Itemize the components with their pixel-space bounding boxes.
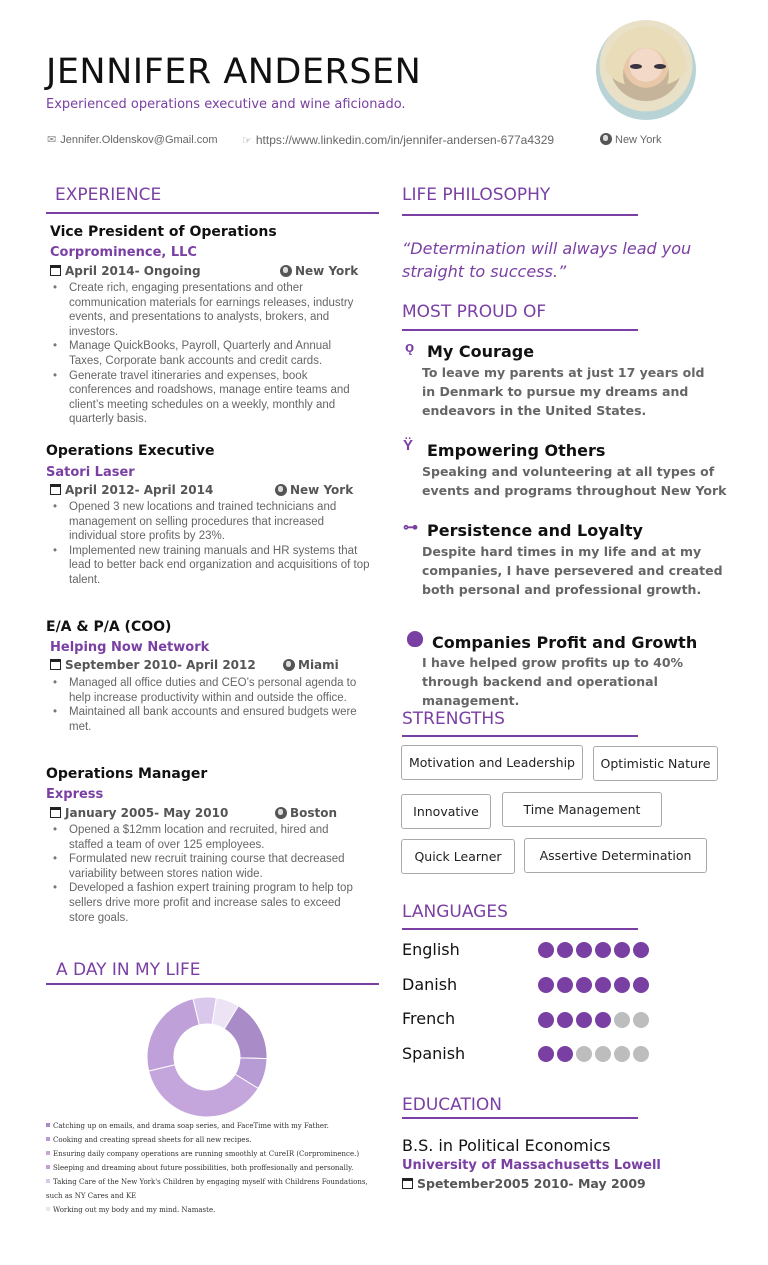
experience-rule (46, 212, 379, 214)
globe-icon (280, 265, 292, 277)
calendar-icon (402, 1178, 413, 1189)
medal-icon: ǫ (405, 339, 415, 356)
pointer-hand-icon: ☞ (242, 135, 252, 147)
proud-item-title: Empowering Others (427, 441, 606, 460)
language-name: Danish (402, 975, 458, 994)
rating-dot-filled (538, 942, 554, 958)
contact-location (600, 133, 661, 146)
strengths-heading: STRENGTHS (402, 709, 505, 729)
day-in-life-rule (46, 983, 379, 985)
day-donut-chart (140, 990, 280, 1125)
job-dates: April 2012- April 2014 (50, 483, 213, 497)
job-dates: January 2005- May 2010 (50, 806, 228, 820)
proud-item-desc: To leave my parents at just 17 years old in Denmark to pursue my dreams and endeavors in the United States. (422, 365, 705, 418)
job-company: Helping Now Network (50, 640, 210, 655)
rating-dot-filled (633, 942, 649, 958)
legend-item: Taking Care of the New York's Children by engaging myself with Childrens Foundations, such as NY Cares and KE (46, 1178, 368, 1200)
people-icon: Ÿ (403, 437, 414, 454)
tagline: Experienced operations executive and wine aficionado. (46, 97, 406, 112)
education-degree: B.S. in Political Economics (402, 1136, 611, 1155)
job-location: Boston (275, 806, 337, 820)
education-heading: EDUCATION (402, 1095, 502, 1115)
rating-dot-filled (538, 977, 554, 993)
proud-item-desc: Despite hard times in my life and at my companies, I have persevered and created both personal and professional growth. (422, 544, 723, 597)
list-item: • Implemented new training manuals and HR systems that lead to better back end organization and acquisitions of top talent. (46, 544, 371, 588)
list-item: • Managed all office duties and CEO’s personal agenda to help increase productivity within and outside the office. (46, 676, 366, 705)
strength-pill: Assertive Determination (524, 838, 707, 873)
strengths-rule (402, 735, 638, 737)
job-title: Vice President of Operations (50, 224, 277, 240)
legend-item: Catching up on emails, and drama soap series, and FaceTime with my Father. (46, 1119, 386, 1133)
rating-dot-filled (595, 942, 611, 958)
list-item: • Maintained all bank accounts and ensured budgets were met. (46, 705, 366, 734)
list-item: • Create rich, engaging presentations and other communication materials for earnings releases, industry events, and presentations to analysts, brokers, and investors. (46, 281, 366, 339)
education-dates: Spetember2005 2010- May 2009 (402, 1176, 646, 1191)
strength-pill: Motivation and Leadership (401, 745, 583, 780)
language-rating (538, 977, 649, 993)
job-title: Operations Executive (46, 443, 215, 459)
list-item: • Developed a fashion expert training program to help top sellers drive more profit and increase sales to exceed store goals. (46, 881, 366, 925)
proud-item-desc: I have helped grow profits up to 40% through backend and operational management. (422, 655, 684, 708)
philosophy-rule (402, 214, 638, 216)
globe-icon (275, 807, 287, 819)
rating-dot-empty (614, 1012, 630, 1028)
globe-icon (275, 484, 287, 496)
rating-dot-filled (576, 977, 592, 993)
languages-heading: LANGUAGES (402, 902, 508, 922)
job-title: Operations Manager (46, 766, 208, 782)
rating-dot-filled (633, 977, 649, 993)
list-item: • Opened a $12mm location and recruited, hired and staffed a team of over 125 employees. (46, 823, 366, 852)
rating-dot-empty (576, 1046, 592, 1062)
globe-icon (283, 659, 295, 671)
job-bullets (46, 823, 366, 925)
job-location: New York (280, 264, 358, 278)
strength-pill: Quick Learner (401, 839, 515, 874)
strength-pill: Optimistic Nature (593, 746, 718, 781)
rating-dot-filled (576, 942, 592, 958)
legend-item: Ensuring daily company operations are running smoothly at CureIR (Corprominence.) (46, 1147, 386, 1161)
rating-dot-empty (633, 1012, 649, 1028)
language-name: French (402, 1009, 456, 1028)
job-dates: April 2014- Ongoing (50, 264, 201, 278)
language-name: Spanish (402, 1044, 466, 1063)
day-in-life-heading: A DAY IN MY LIFE (56, 960, 201, 980)
rating-dot-filled (538, 1046, 554, 1062)
resume-name: JENNIFER ANDERSEN (46, 52, 422, 92)
rating-dot-filled (557, 1012, 573, 1028)
education-rule (402, 1117, 638, 1119)
envelope-icon: ✉ (47, 134, 57, 146)
rating-dot-filled (557, 1046, 573, 1062)
job-title: E/A & P/A (COO) (46, 619, 172, 635)
legend-item: Cooking and creating spread sheets for all new recipes. (46, 1133, 386, 1147)
contact-linkedin[interactable] (242, 133, 554, 147)
job-company: Corprominence, LLC (50, 245, 197, 260)
rating-dot-empty (633, 1046, 649, 1062)
proud-item-title: Persistence and Loyalty (427, 521, 643, 540)
proud-rule (402, 329, 638, 331)
job-company: Satori Laser (46, 465, 135, 480)
rating-dot-filled (576, 1012, 592, 1028)
philosophy-quote: “Determination will always lead you straight to success.” (402, 239, 692, 281)
linkedin-text: https://www.linkedin.com/in/jennifer-andersen-677a4329 (255, 133, 555, 147)
rating-dot-filled (557, 942, 573, 958)
job-dates: September 2010- April 2012 (50, 658, 256, 672)
language-rating (538, 1012, 649, 1028)
strength-pill: Innovative (401, 794, 491, 829)
education-school: University of Massachusetts Lowell (402, 1158, 661, 1173)
philosophy-heading: LIFE PHILOSOPHY (402, 185, 551, 205)
rating-dot-filled (595, 977, 611, 993)
location-text: New York (615, 134, 662, 146)
donut-slice (147, 999, 199, 1071)
rating-dot-filled (557, 977, 573, 993)
languages-rule (402, 928, 638, 930)
job-location: Miami (283, 658, 339, 672)
list-item: • Generate travel itineraries and expenses, book conferences and roadshows, manage entire teams and client’s meeting schedules on a weekly, monthly and quarterly basis. (46, 369, 366, 427)
proud-item-title: My Courage (427, 342, 535, 361)
job-bullets (46, 676, 366, 734)
proud-heading: MOST PROUD OF (402, 302, 547, 322)
proud-item-desc: Speaking and volunteering at all types of events and programs throughout New York (422, 464, 727, 498)
rating-dot-filled (538, 1012, 554, 1028)
calendar-icon (50, 265, 61, 276)
rating-dot-filled (614, 977, 630, 993)
legend-item: Working out my body and my mind. Namaste. (46, 1203, 386, 1217)
proud-item-title: Companies Profit and Growth (432, 633, 698, 652)
rating-dot-filled (614, 942, 630, 958)
email-text: Jennifer.Oldenskov@Gmail.com (60, 134, 218, 146)
contact-email[interactable] (47, 133, 218, 146)
profile-photo (596, 20, 696, 120)
strength-pill: Time Management (502, 792, 662, 827)
legend-item: Sleeping and dreaming about future possibilities, both proffesionally and personally. (46, 1161, 386, 1175)
experience-heading: EXPERIENCE (55, 185, 162, 205)
key-icon: ⊶ (403, 519, 418, 536)
rating-dot-filled (595, 1012, 611, 1028)
language-rating (538, 1046, 649, 1062)
money-bag-icon (407, 631, 423, 647)
list-item: • Manage QuickBooks, Payroll, Quarterly and Annual Taxes, Corporate bank accounts and credit cards. (46, 339, 366, 368)
globe-icon (600, 133, 612, 145)
language-name: English (402, 940, 460, 959)
list-item: • Formulated new recruit training course that decreased variability between stores nation wide. (46, 852, 366, 881)
job-bullets (46, 281, 366, 427)
calendar-icon (50, 807, 61, 818)
job-location: New York (275, 483, 353, 497)
day-legend (46, 1119, 386, 1217)
rating-dot-empty (614, 1046, 630, 1062)
language-rating (538, 942, 649, 958)
job-company: Express (46, 787, 104, 802)
job-bullets (46, 500, 371, 588)
calendar-icon (50, 659, 61, 670)
list-item: • Opened 3 new locations and trained technicians and management on selling procedures that increased individual store profits by 23%. (46, 500, 371, 544)
rating-dot-empty (595, 1046, 611, 1062)
calendar-icon (50, 484, 61, 495)
